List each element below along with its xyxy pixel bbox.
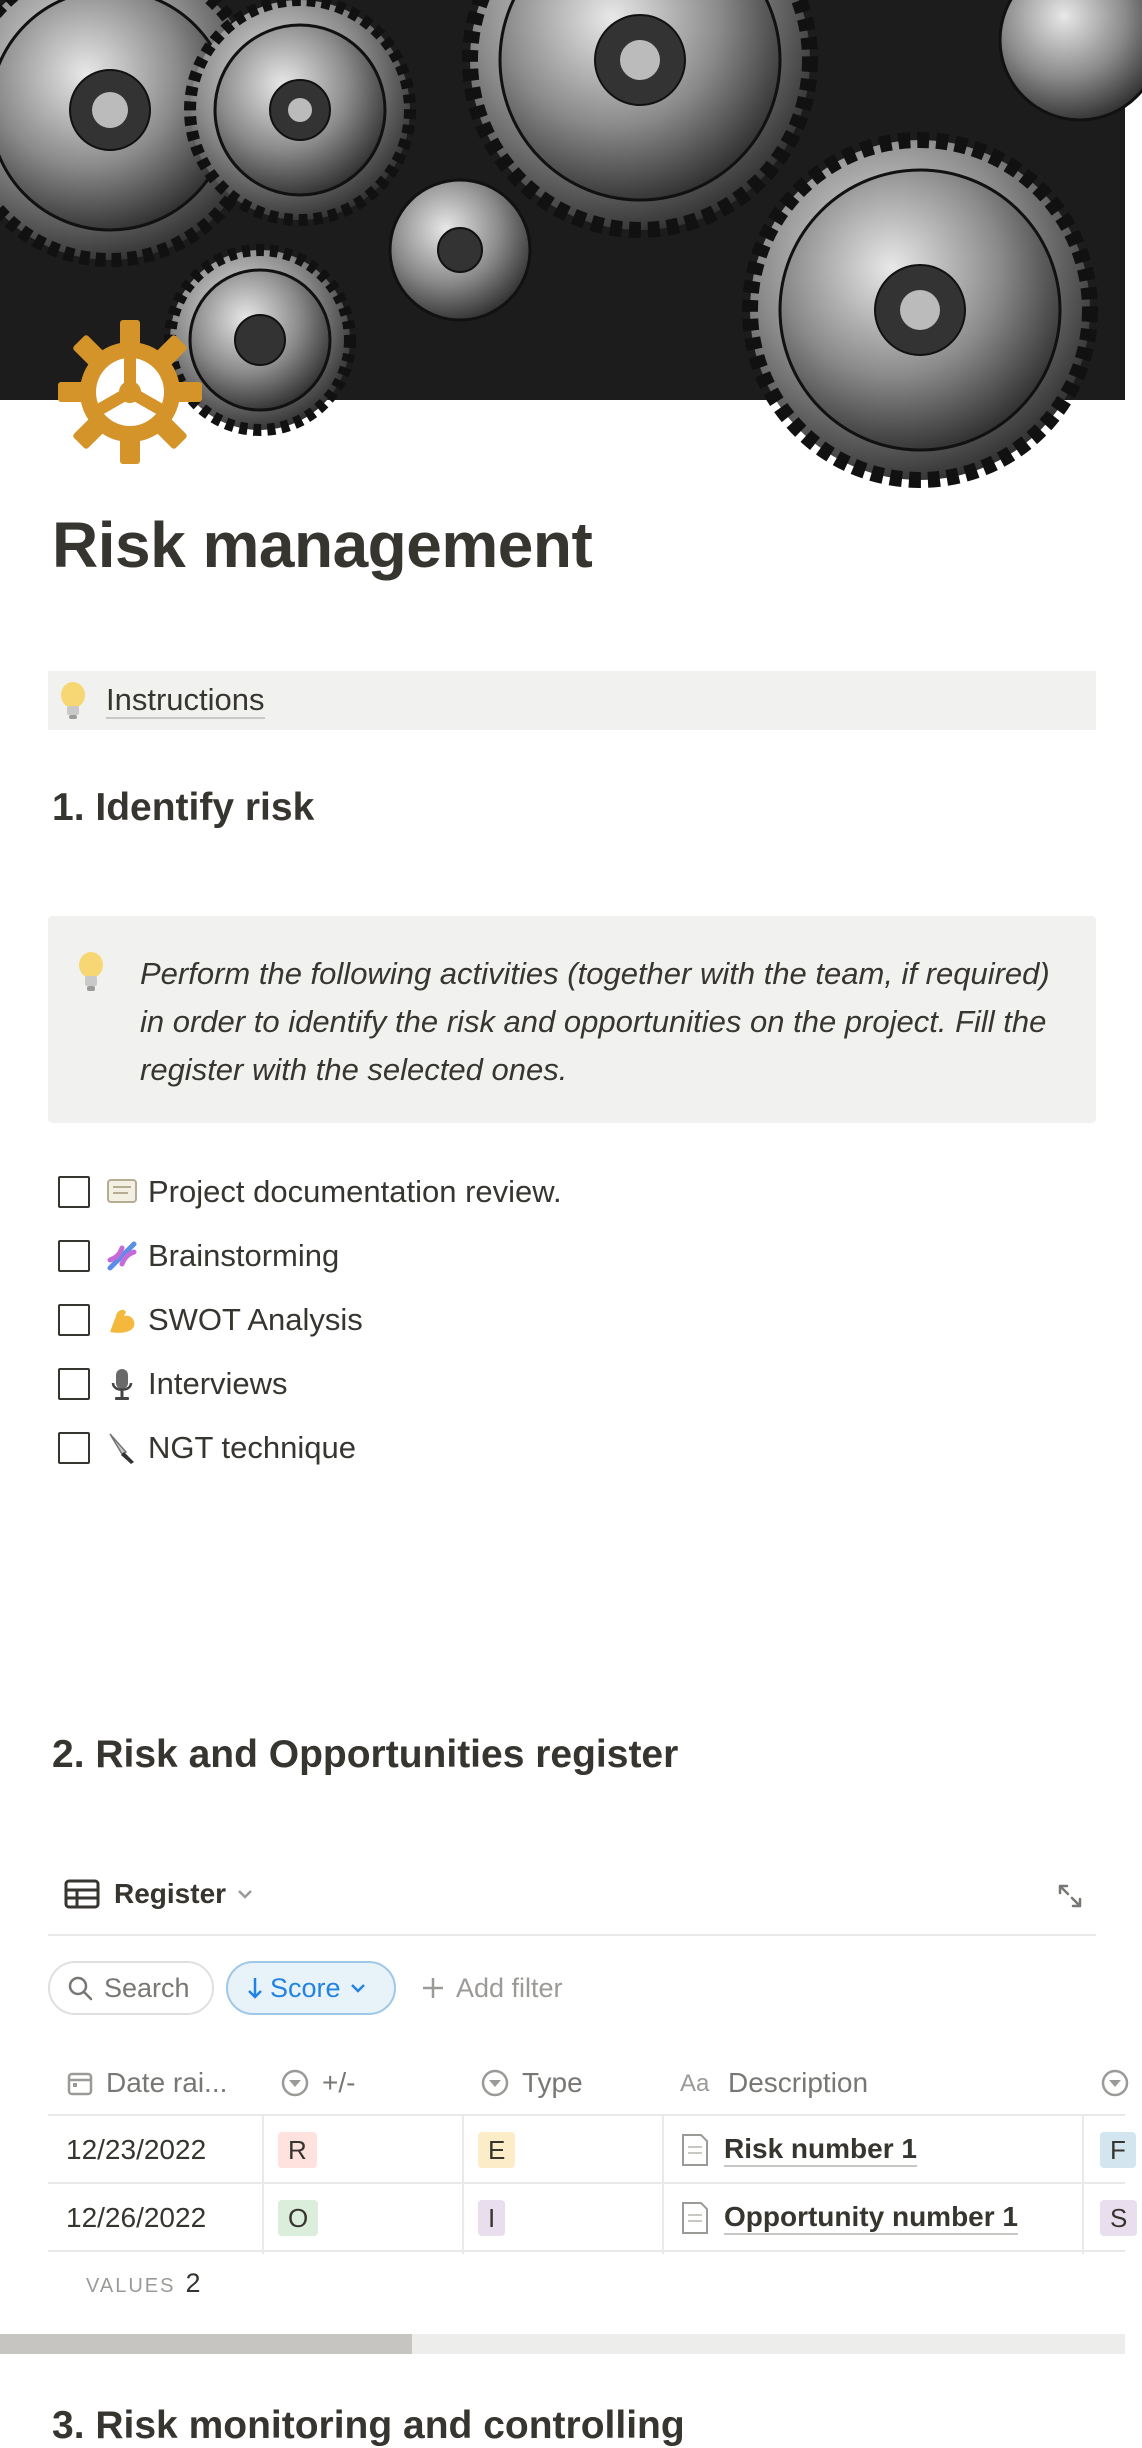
- dna-icon: [104, 1238, 140, 1274]
- next-tag: S: [1100, 2200, 1137, 2236]
- section-heading-identify-risk: 1. Identify risk: [52, 786, 315, 829]
- table-header-row: [48, 2050, 1125, 2116]
- sort-score-button[interactable]: [226, 1961, 396, 2015]
- column-header-description[interactable]: Aa Description: [680, 2067, 869, 2098]
- lightbulb-icon: [76, 950, 106, 994]
- column-header-type[interactable]: Type: [480, 2050, 583, 2116]
- add-filter-button[interactable]: [420, 1961, 563, 2015]
- select-icon: [480, 2068, 510, 2098]
- todo-label: Project documentation review.: [148, 1174, 562, 1209]
- footer-count: 2: [185, 2268, 201, 2298]
- sign-cell[interactable]: [278, 2184, 318, 2252]
- todo-item[interactable]: [58, 1232, 339, 1280]
- text-property-icon: [680, 2070, 716, 2096]
- view-label: Register: [114, 1878, 227, 1909]
- checkbox[interactable]: [58, 1240, 90, 1272]
- select-icon: [1100, 2068, 1130, 2098]
- date-cell[interactable]: 12/23/2022: [66, 2134, 207, 2165]
- flexed-bicep-icon: [104, 1302, 140, 1338]
- callout-block: [48, 916, 1096, 1123]
- arrow-down-icon: [246, 1975, 264, 2001]
- search-button[interactable]: [48, 1961, 214, 2015]
- page-icon: [680, 2201, 710, 2235]
- next-cell[interactable]: [1100, 2184, 1137, 2252]
- expand-icon[interactable]: [1056, 1882, 1084, 1910]
- chevron-down-icon: [236, 1888, 254, 1900]
- todo-item[interactable]: [58, 1168, 562, 1216]
- todo-item[interactable]: [58, 1360, 288, 1408]
- todo-label: NGT technique: [148, 1430, 356, 1465]
- calendar-icon: [66, 2069, 94, 2097]
- date-cell[interactable]: 12/26/2022: [66, 2202, 207, 2233]
- select-icon: [280, 2068, 310, 2098]
- type-tag: E: [478, 2132, 515, 2168]
- checkbox[interactable]: [58, 1176, 90, 1208]
- callout-text: Perform the following activities (together with the team, if required) in order to identify the risk and opportunities on the project. Fill the register with the selected ones.: [140, 956, 1050, 1087]
- sign-tag: O: [278, 2200, 318, 2236]
- type-cell[interactable]: [478, 2116, 515, 2184]
- todo-item[interactable]: [58, 1296, 363, 1344]
- next-tag: F: [1100, 2132, 1136, 2168]
- todo-label: SWOT Analysis: [148, 1302, 363, 1337]
- checkbox[interactable]: [58, 1304, 90, 1336]
- search-icon: [66, 1974, 94, 2002]
- table-row[interactable]: [48, 2116, 1125, 2184]
- page-icon: [680, 2133, 710, 2167]
- table-row[interactable]: [48, 2184, 1128, 2252]
- plus-icon: [420, 1975, 446, 2001]
- type-cell[interactable]: [478, 2184, 505, 2252]
- microphone-icon: [104, 1366, 140, 1402]
- column-header-date[interactable]: Date rai...: [66, 2050, 227, 2116]
- description-link[interactable]: Risk number 1: [724, 2133, 917, 2167]
- chevron-down-icon: [349, 1982, 367, 1994]
- add-filter-label: Add filter: [456, 1972, 563, 2003]
- column-header-sign[interactable]: +/-: [280, 2050, 355, 2116]
- todo-label: Brainstorming: [148, 1238, 340, 1273]
- footer-label: VALUES: [86, 2275, 176, 2297]
- description-link[interactable]: Opportunity number 1: [724, 2201, 1018, 2235]
- instructions-toggle[interactable]: [48, 671, 1096, 730]
- checkbox[interactable]: [58, 1368, 90, 1400]
- description-cell[interactable]: [680, 2184, 1018, 2252]
- column-header-next[interactable]: [1100, 2050, 1142, 2116]
- todo-label: Interviews: [148, 1366, 288, 1401]
- sign-tag: R: [278, 2132, 317, 2168]
- view-selector[interactable]: [64, 1878, 254, 1910]
- gear-icon[interactable]: [58, 320, 202, 464]
- knife-icon: [104, 1430, 140, 1466]
- svg-text:Aa: Aa: [680, 2070, 710, 2097]
- page-title[interactable]: Risk management: [52, 509, 593, 581]
- instructions-label[interactable]: Instructions: [106, 681, 265, 717]
- sort-label: Score: [270, 1972, 341, 2003]
- scroll-icon: [104, 1174, 140, 1210]
- type-tag: I: [478, 2200, 505, 2236]
- table-footer-calculation[interactable]: [86, 2268, 200, 2299]
- sign-cell[interactable]: [278, 2116, 317, 2184]
- section-heading-monitoring: 3. Risk monitoring and controlling: [52, 2404, 685, 2447]
- scrollbar-thumb[interactable]: [0, 2334, 412, 2354]
- section-heading-register: 2. Risk and Opportunities register: [52, 1733, 679, 1776]
- horizontal-scrollbar[interactable]: [0, 2334, 1125, 2354]
- lightbulb-icon: [58, 681, 88, 721]
- next-cell[interactable]: [1100, 2116, 1136, 2184]
- todo-item[interactable]: [58, 1424, 356, 1472]
- database-header: [48, 1868, 1096, 1936]
- search-label: Search: [104, 1972, 190, 2003]
- description-cell[interactable]: [680, 2116, 917, 2184]
- table-icon: [64, 1879, 100, 1909]
- checkbox[interactable]: [58, 1432, 90, 1464]
